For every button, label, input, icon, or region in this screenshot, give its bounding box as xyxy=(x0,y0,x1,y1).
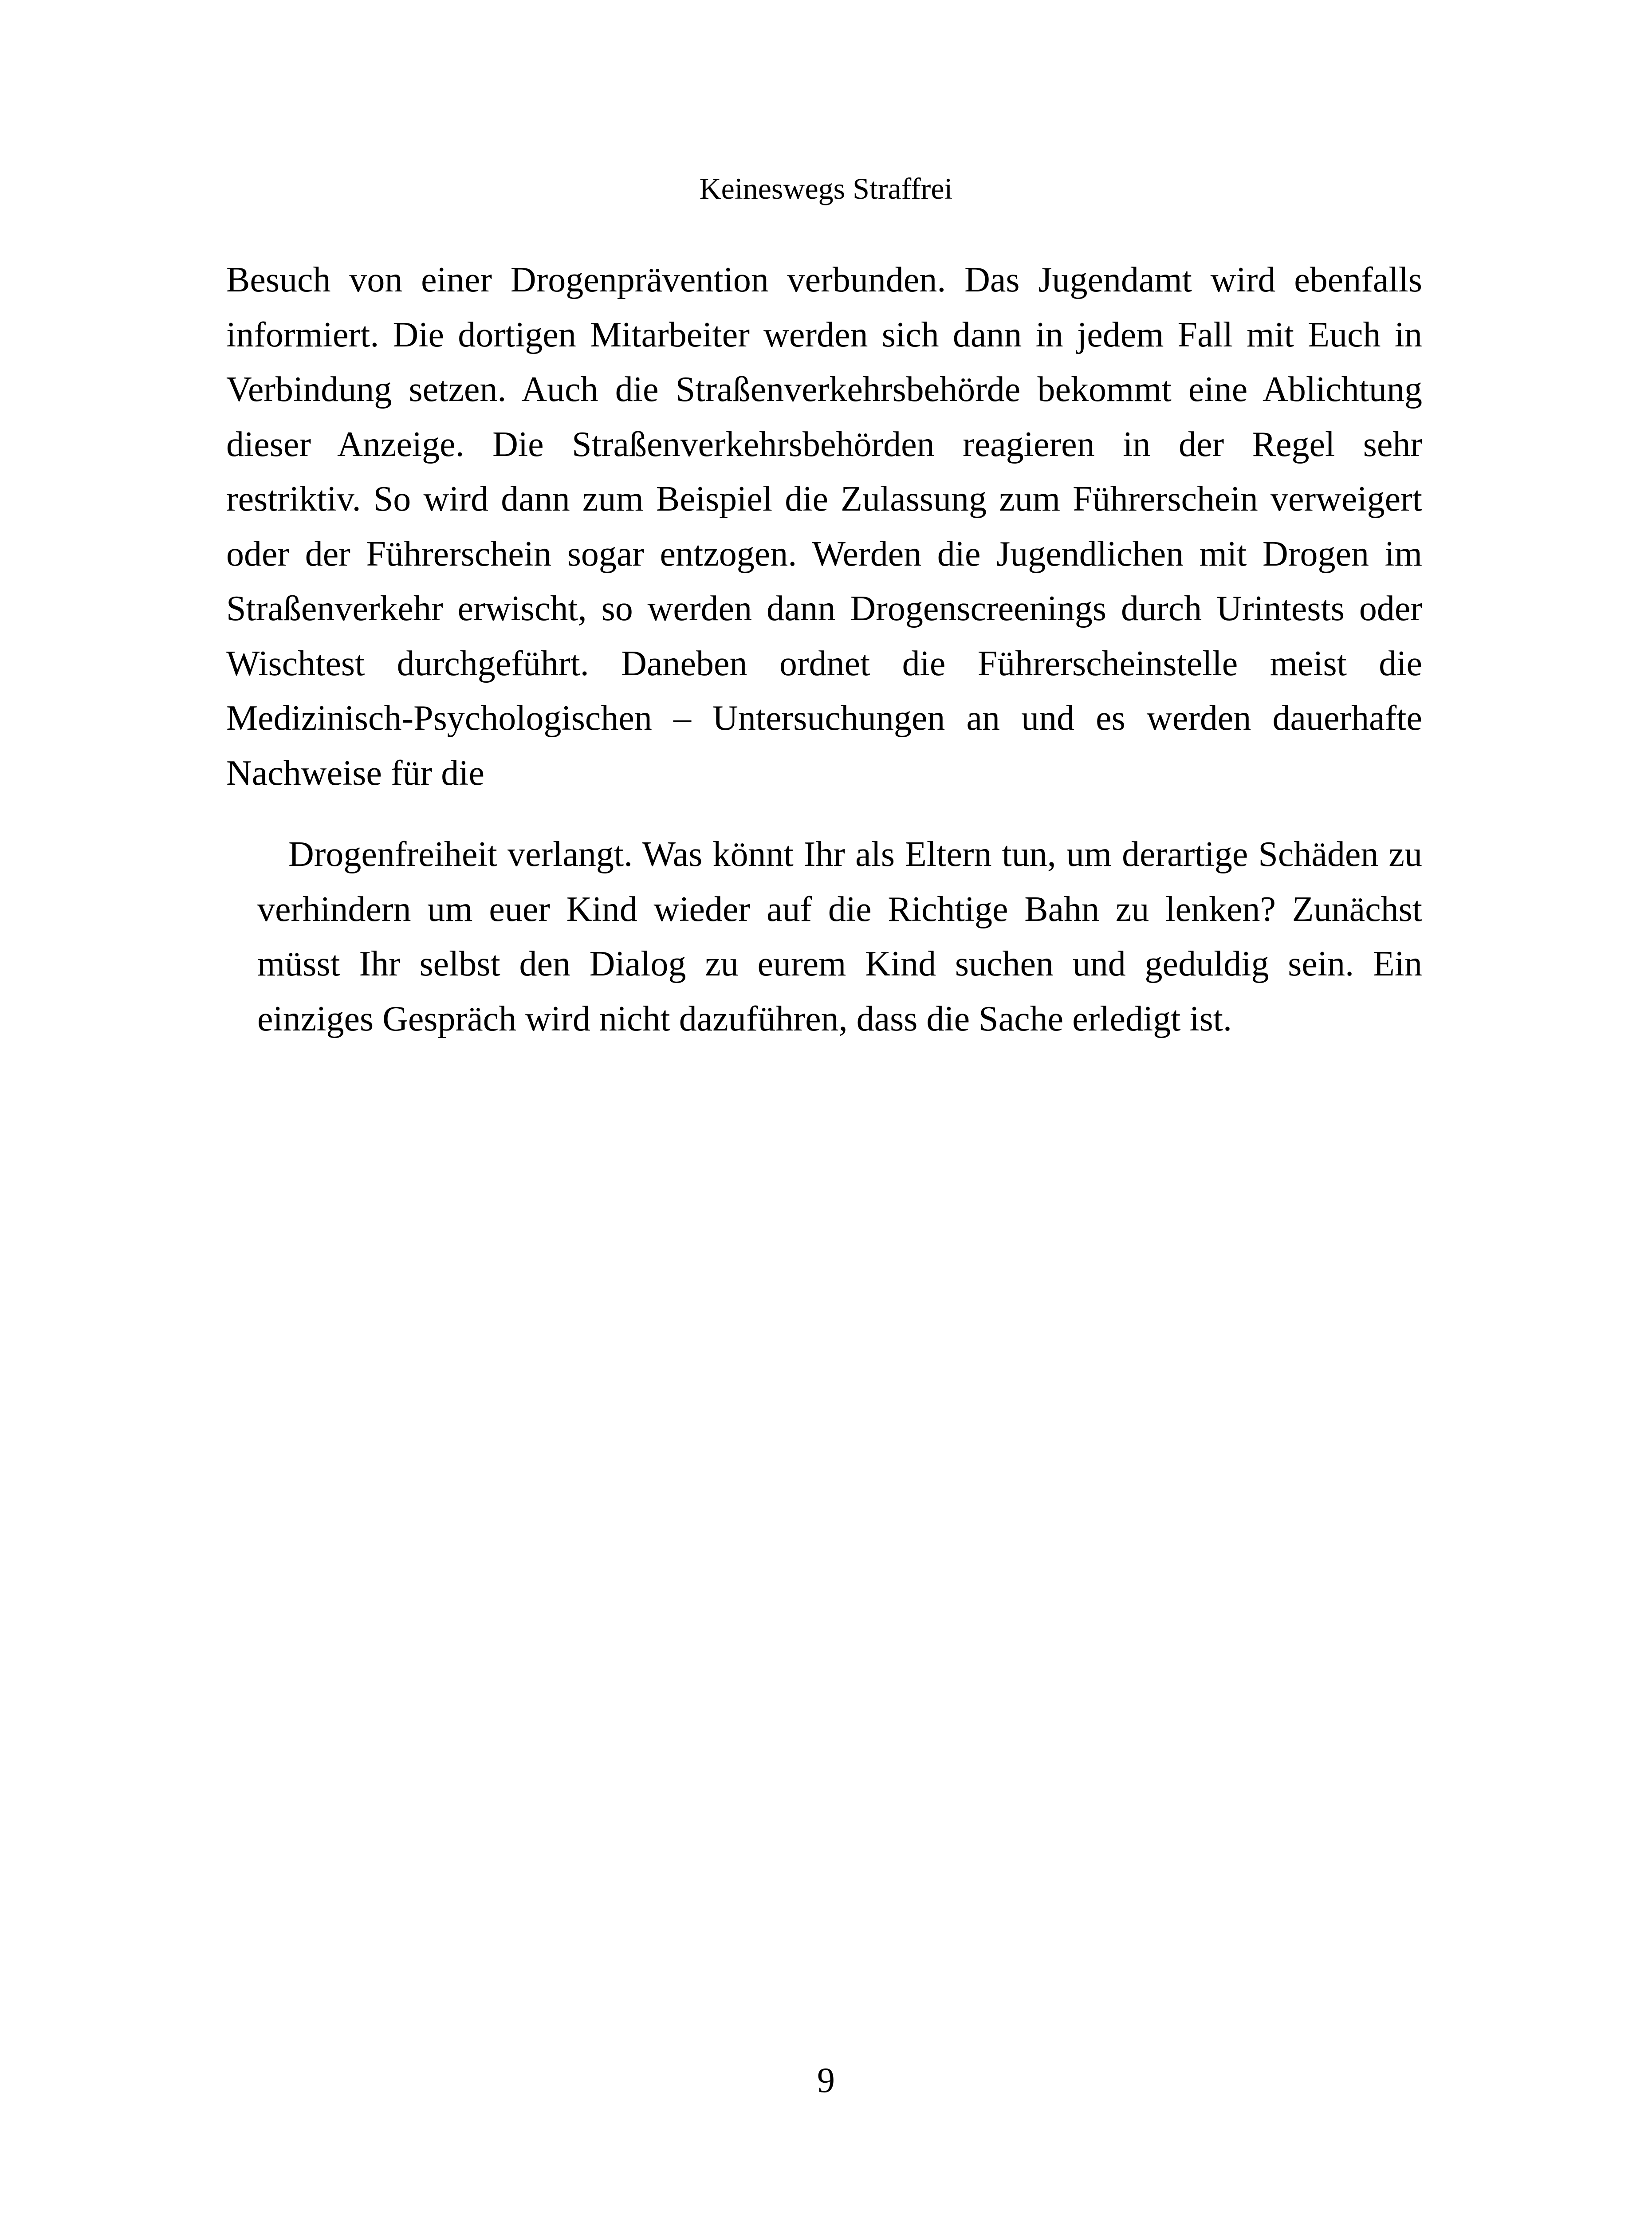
text-line: einziges Gespräch wird nicht dazuführen, dass die Sache erledigt ist. xyxy=(257,999,1232,1038)
page-number: 9 xyxy=(817,2061,835,2100)
text-line: informiert. Die dortigen Mitarbeiter werden sich dann in jedem Fall mit Euch in xyxy=(226,315,1422,354)
paragraph xyxy=(226,827,1422,1046)
text-line: Nachweise für die xyxy=(226,753,484,793)
text-line: verhindern um euer Kind wieder auf die Richtige Bahn zu lenken? Zunächst xyxy=(257,889,1422,929)
text-line: Drogenfreiheit verlangt. Was könnt Ihr als Eltern tun, um derartige Schäden zu xyxy=(288,835,1422,874)
text-line: müsst Ihr selbst den Dialog zu eurem Kind suchen und geduldig sein. Ein xyxy=(257,944,1422,983)
text-line: dieser Anzeige. Die Straßenverkehrsbehörden reagieren in der Regel sehr xyxy=(226,425,1422,464)
text-line: restriktiv. So wird dann zum Beispiel die Zulassung zum Führerschein verweigert xyxy=(226,480,1422,519)
text-line: Wischtest durchgeführt. Daneben ordnet die Führerscheinstelle meist die xyxy=(226,644,1422,683)
body-text xyxy=(226,253,1422,1046)
text-line: Medizinisch-Psychologischen – Untersuchungen an und es werden dauerhafte xyxy=(226,699,1422,738)
paragraph xyxy=(226,253,1422,801)
text-line: oder der Führerschein sogar entzogen. Werden die Jugendlichen mit Drogen im xyxy=(226,534,1422,574)
text-line: Verbindung setzen. Auch die Straßenverkehrsbehörde bekommt eine Ablichtung xyxy=(226,370,1422,409)
text-line: Straßenverkehr erwischt, so werden dann Drogenscreenings durch Urintests oder xyxy=(226,589,1422,628)
text-line: Besuch von einer Drogenprävention verbunden. Das Jugendamt wird ebenfalls xyxy=(226,260,1422,299)
running-header-title: Keineswegs Straffrei xyxy=(699,172,953,205)
